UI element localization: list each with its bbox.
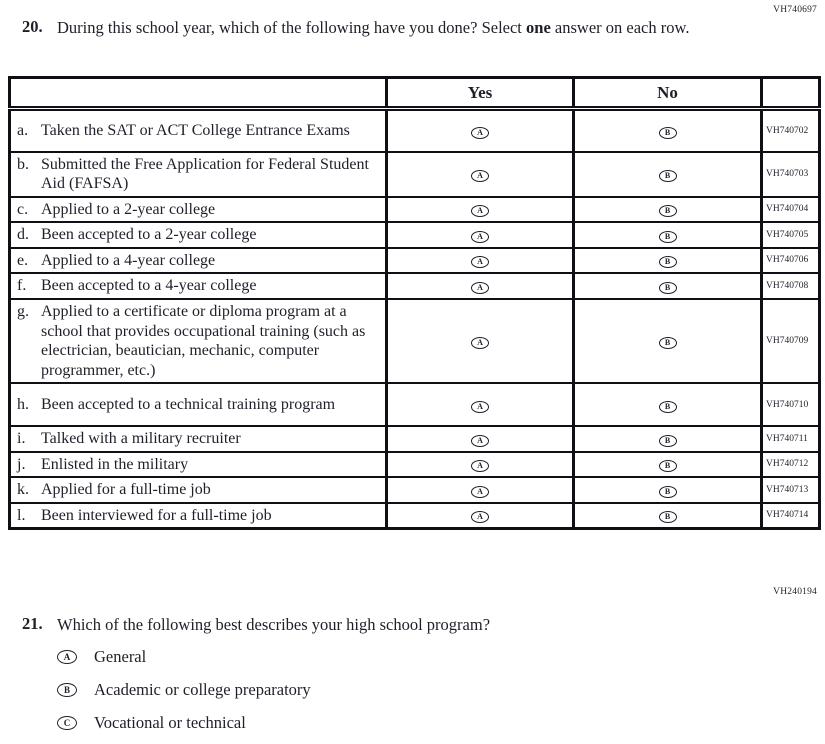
table-row-i xyxy=(10,426,820,452)
yes-bubble-j[interactable]: A xyxy=(471,460,489,472)
no-bubble-f[interactable]: B xyxy=(659,282,677,294)
row-code: VH740705 xyxy=(762,222,820,248)
no-bubble-j[interactable]: B xyxy=(659,460,677,472)
row-text: Talked with a military recruiter xyxy=(41,430,241,448)
row-letter: d. xyxy=(17,226,29,244)
question-21-options xyxy=(57,646,311,744)
table-row-h xyxy=(10,383,820,426)
row-text: Submitted the Free Application for Federal Student Aid (FAFSA) xyxy=(41,155,369,193)
row-code: VH740706 xyxy=(762,248,820,274)
no-column-header: No xyxy=(574,78,762,109)
yes-bubble-c[interactable]: A xyxy=(471,205,489,217)
table-row-f xyxy=(10,273,820,299)
item-column-header xyxy=(10,78,387,109)
option-c-bubble[interactable]: C xyxy=(57,716,77,730)
row-text: Been accepted to a technical training program xyxy=(41,395,336,413)
no-bubble-b[interactable]: B xyxy=(659,170,677,182)
yes-bubble-b[interactable]: A xyxy=(471,170,489,182)
row-code: VH740703 xyxy=(762,152,820,197)
yes-bubble-f[interactable]: A xyxy=(471,282,489,294)
table-row-e xyxy=(10,248,820,274)
row-letter: e. xyxy=(17,251,29,269)
row-letter: a. xyxy=(17,121,29,139)
row-letter: i. xyxy=(17,430,26,448)
row-text: Applied for a full-time job xyxy=(41,481,211,499)
yes-bubble-g[interactable]: A xyxy=(471,337,489,349)
row-code: VH740713 xyxy=(762,477,820,503)
yes-bubble-d[interactable]: A xyxy=(471,231,489,243)
q20-answer-table xyxy=(8,76,821,530)
yes-bubble-h[interactable]: A xyxy=(471,401,489,413)
yes-bubble-e[interactable]: A xyxy=(471,256,489,268)
row-text: Applied to a 4-year college xyxy=(41,251,216,269)
no-bubble-a[interactable]: B xyxy=(659,127,677,139)
no-bubble-l[interactable]: B xyxy=(659,511,677,523)
row-letter: g. xyxy=(17,303,29,321)
yes-bubble-l[interactable]: A xyxy=(471,511,489,523)
row-text: Enlisted in the military xyxy=(41,455,189,473)
row-code: VH740708 xyxy=(762,273,820,299)
no-bubble-h[interactable]: B xyxy=(659,401,677,413)
no-bubble-c[interactable]: B xyxy=(659,205,677,217)
row-code: VH740709 xyxy=(762,299,820,383)
row-code: VH740712 xyxy=(762,452,820,478)
option-a-bubble[interactable]: A xyxy=(57,650,77,664)
row-text: Applied to a 2-year college xyxy=(41,200,216,218)
row-letter: c. xyxy=(17,200,29,218)
option-a-label: General xyxy=(94,647,147,666)
code-column-header xyxy=(762,78,820,109)
option-b-bubble[interactable]: B xyxy=(57,683,77,697)
row-code: VH740702 xyxy=(762,109,820,152)
question-21 xyxy=(22,614,782,635)
table-row-b xyxy=(10,152,820,197)
yes-column-header: Yes xyxy=(387,78,574,109)
row-letter: l. xyxy=(17,506,26,524)
question-21-number: 21. xyxy=(22,614,43,633)
row-letter: h. xyxy=(17,395,29,413)
row-letter: j. xyxy=(17,455,26,473)
option-general xyxy=(57,646,311,668)
option-c-label: Vocational or technical xyxy=(94,713,246,732)
table-row-j xyxy=(10,452,820,478)
table-row-g xyxy=(10,299,820,383)
row-code: VH740714 xyxy=(762,503,820,529)
table-row-c xyxy=(10,197,820,223)
yes-bubble-a[interactable]: A xyxy=(471,127,489,139)
row-text: Taken the SAT or ACT College Entrance Exams xyxy=(41,121,350,139)
option-academic xyxy=(57,679,311,701)
row-text: Applied to a certificate or diploma program at a school that provides occupational training (such as electrician, beautician, mechanic, computer programmer, etc.) xyxy=(41,303,366,379)
page-variable-code-top: VH740697 xyxy=(773,5,817,15)
no-bubble-g[interactable]: B xyxy=(659,337,677,349)
row-letter: b. xyxy=(17,155,29,173)
row-text: Been accepted to a 2-year college xyxy=(41,226,257,244)
question-21-text: Which of the following best describes your high school program? xyxy=(57,615,491,634)
table-row-l xyxy=(10,503,820,529)
row-code: VH740710 xyxy=(762,383,820,426)
no-bubble-e[interactable]: B xyxy=(659,256,677,268)
yes-bubble-i[interactable]: A xyxy=(471,435,489,447)
table-row-d xyxy=(10,222,820,248)
option-vocational xyxy=(57,712,311,734)
table-row-a xyxy=(10,109,820,152)
table-header-row xyxy=(10,78,820,109)
row-text: Been interviewed for a full-time job xyxy=(41,506,272,524)
row-letter: f. xyxy=(17,277,27,295)
question-20-number: 20. xyxy=(22,17,43,36)
question-20-text: During this school year, which of the following have you done? Select one answer on each row. xyxy=(57,18,690,37)
no-bubble-d[interactable]: B xyxy=(659,231,677,243)
row-letter: k. xyxy=(17,481,29,499)
table-row-k xyxy=(10,477,820,503)
yes-bubble-k[interactable]: A xyxy=(471,486,489,498)
row-code: VH740704 xyxy=(762,197,820,223)
row-code: VH740711 xyxy=(762,426,820,452)
page-variable-code-mid: VH240194 xyxy=(773,587,817,597)
no-bubble-k[interactable]: B xyxy=(659,486,677,498)
option-b-label: Academic or college preparatory xyxy=(94,680,311,699)
row-text: Been accepted to a 4-year college xyxy=(41,277,257,295)
question-20 xyxy=(22,17,738,38)
no-bubble-i[interactable]: B xyxy=(659,435,677,447)
